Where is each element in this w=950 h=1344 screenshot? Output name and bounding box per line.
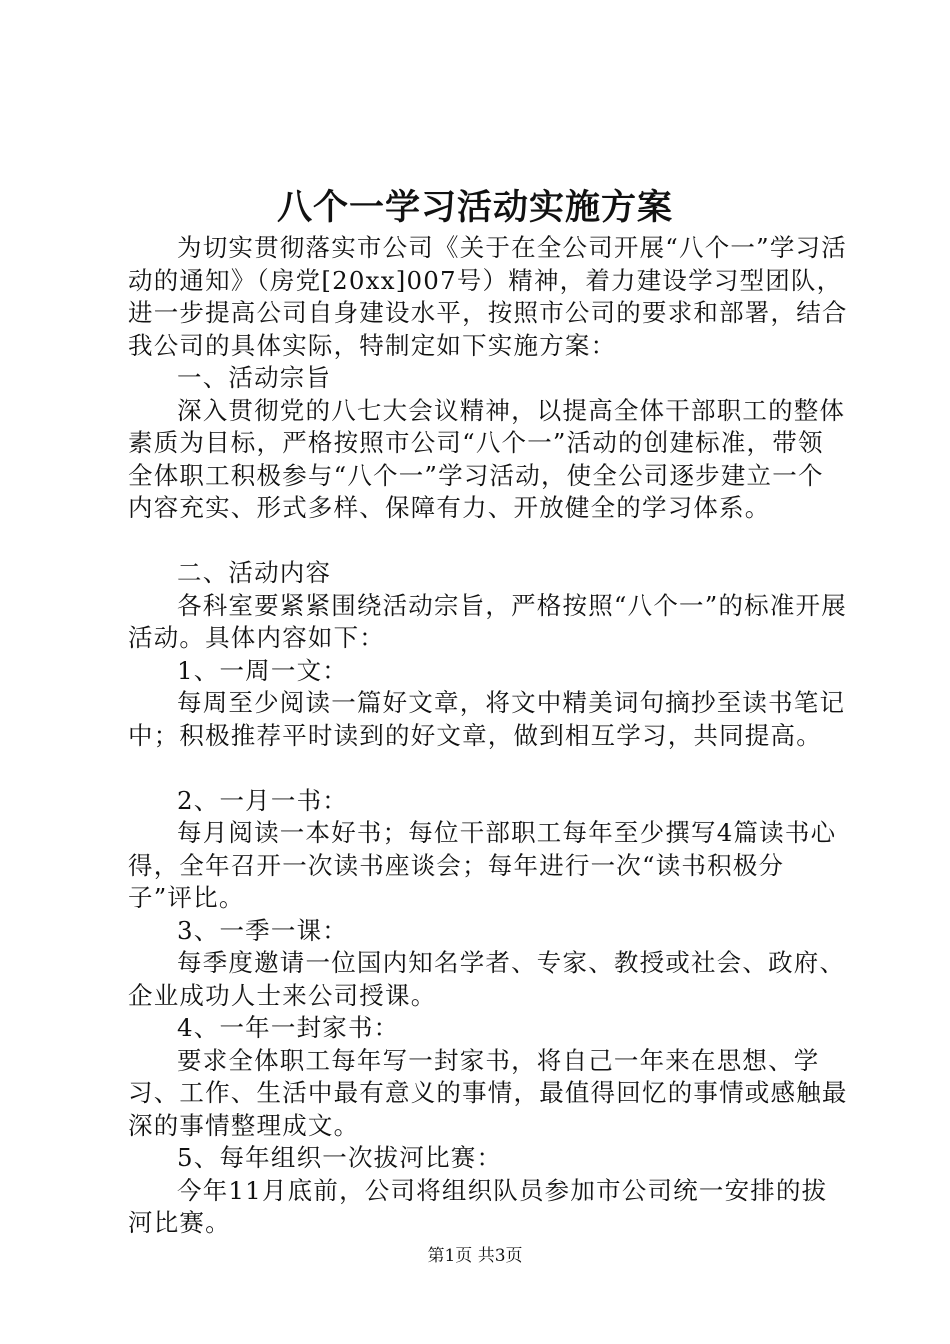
item-heading-yearly-letter: 4、一年一封家书： — [177, 1013, 400, 1042]
document-title: 八个一学习活动实施方案 — [276, 187, 673, 228]
page-number-footer: 第1页 共3页 — [427, 1246, 523, 1266]
section-heading-purpose: 一、活动宗旨 — [177, 363, 332, 392]
purpose-paragraph: 深入贯彻党的八七大会议精神，以提高全体干部职工的整体素质为目标，严格按照市公司“八个一”活动的创建标准，带领全体职工积极参与“八个一”学习活动，使全公司逐步建立一个内容充实、形式多样、保障有力、开放健全的学习体系。 — [128, 395, 846, 522]
item-paragraph-quarterly: 每季度邀请一位国内知名学者、专家、教授或社会、政府、企业成功人士来公司授课。 — [128, 948, 846, 1010]
item-heading-weekly: 1、一周一文： — [177, 655, 348, 685]
content-intro-paragraph: 各科室要紧紧围绕活动宗旨，严格按照“八个一”的标准开展活动。具体内容如下： — [128, 590, 847, 652]
item-heading-tug-of-war: 5、每年组织一次拔河比赛： — [177, 1143, 503, 1172]
section-heading-content: 二、活动内容 — [177, 558, 332, 587]
item-paragraph-weekly: 每周至少阅读一篇好文章，将文中精美词句摘抄至读书笔记中；积极推荐平时读到的好文章，做到相互学习，共同提高。 — [128, 688, 846, 750]
item-paragraph-tug-of-war: 今年11月底前，公司将组织队员参加市公司统一安排的拔河比赛。 — [128, 1175, 828, 1237]
intro-paragraph: 为切实贯彻落实市公司《关于在全公司开展“八个一”学习活动的通知》（房党[20xx]007号）精神，着力建设学习型团队，进一步提高公司自身建设水平，按照市公司的要求和部署，结合我公司的具体实际，特制定如下实施方案： — [128, 233, 848, 360]
item-heading-monthly: 2、一月一书： — [177, 785, 348, 815]
item-paragraph-yearly-letter: 要求全体职工每年写一封家书，将自己一年来在思想、学习、工作、生活中最有意义的事情，最值得回忆的事情或感触最深的事情整理成文。 — [128, 1045, 848, 1140]
document-body — [128, 232, 848, 1240]
item-paragraph-monthly: 每月阅读一本好书；每位干部职工每年至少撰写4篇读书心得，全年召开一次读书座谈会；每年进行一次“读书积极分子”评比。 — [128, 818, 837, 912]
item-heading-quarterly: 3、一季一课： — [177, 915, 348, 945]
